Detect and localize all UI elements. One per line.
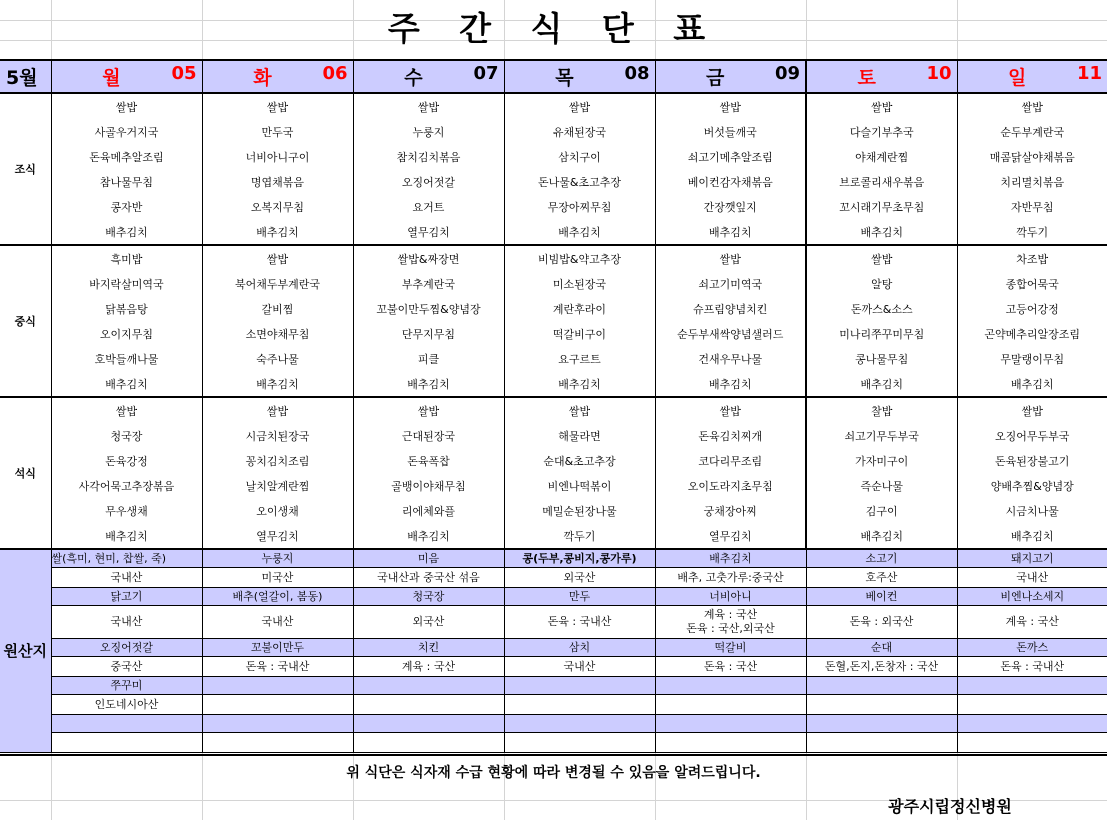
origin-source	[655, 694, 806, 714]
menu-item: 배추김치	[353, 371, 504, 397]
menu-item: 순두부계란국	[957, 119, 1107, 144]
origin-row	[0, 549, 1107, 567]
menu-item: 오이도라지초무침	[655, 473, 806, 498]
menu-item: 비빔밥&약고추장	[504, 245, 655, 271]
origin-item: 콩(두부,콩비지,콩가루)	[504, 549, 655, 567]
origin-source: 계육 : 국산	[353, 656, 504, 676]
menu-item: 돈육김치찌개	[655, 423, 806, 448]
menu-item: 쌀밥	[806, 93, 957, 119]
menu-item: 순두부새싹양념샐러드	[655, 321, 806, 346]
menu-item: 쌀밥&짜장면	[353, 245, 504, 271]
menu-row	[0, 371, 1107, 397]
notice-text: 위 식단은 식자재 수급 현황에 따라 변경될 수 있음을 알려드립니다.	[346, 765, 761, 781]
menu-row	[0, 93, 1107, 119]
menu-item: 배추김치	[655, 219, 806, 245]
bottom-border	[0, 754, 1107, 756]
menu-item: 궁채장아찌	[655, 498, 806, 523]
menu-item: 오징어무두부국	[957, 423, 1107, 448]
day-name: 금	[706, 67, 725, 89]
menu-item: 쌀밥	[202, 397, 353, 423]
day-name: 일	[1008, 67, 1027, 89]
menu-item: 피클	[353, 346, 504, 371]
day-name: 토	[857, 67, 876, 89]
origin-item: 돼지고기	[957, 549, 1107, 567]
origin-row	[0, 714, 1107, 732]
menu-item: 유채된장국	[504, 119, 655, 144]
origin-item: 만두	[504, 587, 655, 605]
menu-item: 바지락살미역국	[51, 271, 202, 296]
menu-item: 호박들깨나물	[51, 346, 202, 371]
menu-item: 베이컨감자채볶음	[655, 169, 806, 194]
menu-item: 배추김치	[957, 523, 1107, 549]
origin-item: 돈까스	[957, 638, 1107, 656]
menu-item: 쌀밥	[655, 245, 806, 271]
origin-item: 순대	[806, 638, 957, 656]
origin-row	[0, 694, 1107, 714]
origin-source	[957, 694, 1107, 714]
menu-item: 쌀밥	[353, 93, 504, 119]
menu-item: 사골우거지국	[51, 119, 202, 144]
menu-item: 참치김치볶음	[353, 144, 504, 169]
origin-row	[0, 605, 1107, 638]
menu-item: 고등어강정	[957, 296, 1107, 321]
day-header	[51, 60, 202, 93]
origin-item: 누룽지	[202, 549, 353, 567]
origin-source	[655, 732, 806, 752]
origin-item	[51, 714, 202, 732]
origin-row	[0, 587, 1107, 605]
menu-item: 코다리무조림	[655, 448, 806, 473]
origin-source: 배추, 고춧가루:중국산	[655, 567, 806, 587]
origin-row	[0, 676, 1107, 694]
menu-item: 가자미구이	[806, 448, 957, 473]
origin-item	[353, 676, 504, 694]
menu-item: 날치알계란찜	[202, 473, 353, 498]
menu-item: 미소된장국	[504, 271, 655, 296]
menu-item: 골뱅이야채무침	[353, 473, 504, 498]
menu-item: 만두국	[202, 119, 353, 144]
origin-source: 국내산	[202, 605, 353, 638]
menu-item: 곤약메추리알장조림	[957, 321, 1107, 346]
meal-label: 석식	[0, 397, 51, 549]
menu-item: 배추김치	[504, 219, 655, 245]
menu-item: 근대된장국	[353, 423, 504, 448]
menu-item: 알탕	[806, 271, 957, 296]
origin-item: 꼬불이만두	[202, 638, 353, 656]
weekly-menu-table	[0, 59, 1107, 753]
menu-item: 떡갈비구이	[504, 321, 655, 346]
menu-item: 시금치된장국	[202, 423, 353, 448]
menu-row	[0, 473, 1107, 498]
menu-item: 즉순나물	[806, 473, 957, 498]
origin-source: 국내산	[504, 656, 655, 676]
menu-row	[0, 448, 1107, 473]
origin-item: 미음	[353, 549, 504, 567]
menu-item: 배추김치	[51, 523, 202, 549]
origin-source: 인도네시아산	[51, 694, 202, 714]
menu-row	[0, 169, 1107, 194]
menu-item: 다슬기부추국	[806, 119, 957, 144]
menu-item: 무장아찌무침	[504, 194, 655, 219]
day-header	[957, 60, 1107, 93]
origin-source	[202, 694, 353, 714]
menu-item: 열무김치	[655, 523, 806, 549]
origin-source	[806, 732, 957, 752]
menu-row	[0, 346, 1107, 371]
origin-item	[806, 714, 957, 732]
menu-item: 배추김치	[504, 371, 655, 397]
menu-item: 쌀밥	[957, 397, 1107, 423]
menu-item: 배추김치	[51, 219, 202, 245]
day-number: 10	[926, 63, 952, 84]
origin-item	[202, 714, 353, 732]
menu-item: 깍두기	[957, 219, 1107, 245]
menu-row	[0, 397, 1107, 423]
menu-item: 배추김치	[202, 371, 353, 397]
hospital-name: 광주시립정신병원	[888, 797, 1012, 816]
menu-item: 오이지무침	[51, 321, 202, 346]
menu-item: 브로콜리새우볶음	[806, 169, 957, 194]
origin-item: 치킨	[353, 638, 504, 656]
menu-item: 너비아니구이	[202, 144, 353, 169]
origin-item: 청국장	[353, 587, 504, 605]
menu-item: 배추김치	[655, 371, 806, 397]
menu-item: 쌀밥	[504, 397, 655, 423]
menu-item: 오복지무침	[202, 194, 353, 219]
origin-item: 너비아니	[655, 587, 806, 605]
origin-source: 계육 : 국산	[957, 605, 1107, 638]
origin-item: 배추김치	[655, 549, 806, 567]
origin-item: 베이컨	[806, 587, 957, 605]
origin-source: 국내산	[957, 567, 1107, 587]
menu-row	[0, 321, 1107, 346]
menu-item: 콩자반	[51, 194, 202, 219]
origin-item	[202, 676, 353, 694]
origin-source: 국내산	[51, 605, 202, 638]
origin-item	[957, 676, 1107, 694]
menu-item: 돈육강정	[51, 448, 202, 473]
origin-source: 돈육 : 국내산	[957, 656, 1107, 676]
menu-item: 요구르트	[504, 346, 655, 371]
origin-item	[504, 676, 655, 694]
menu-row	[0, 498, 1107, 523]
menu-item: 꽁치김치조림	[202, 448, 353, 473]
origin-source: 미국산	[202, 567, 353, 587]
origin-item: 삼치	[504, 638, 655, 656]
menu-item: 메밀순된장나물	[504, 498, 655, 523]
menu-item: 배추김치	[957, 371, 1107, 397]
menu-item: 흑미밥	[51, 245, 202, 271]
menu-row	[0, 219, 1107, 245]
meal-label: 중식	[0, 245, 51, 397]
origin-source: 돈육 : 외국산	[806, 605, 957, 638]
menu-item: 꼬불이만두찜&양념장	[353, 296, 504, 321]
origin-item: 쌀(흑미, 현미, 찹쌀, 죽)	[51, 549, 202, 567]
menu-item: 소면야채무침	[202, 321, 353, 346]
menu-item: 자반무침	[957, 194, 1107, 219]
menu-item: 종합어묵국	[957, 271, 1107, 296]
menu-item: 미나리쭈꾸미무침	[806, 321, 957, 346]
menu-item: 야채계란찜	[806, 144, 957, 169]
menu-item: 쇠고기미역국	[655, 271, 806, 296]
menu-item: 쌀밥	[504, 93, 655, 119]
menu-item: 찰밥	[806, 397, 957, 423]
day-header	[202, 60, 353, 93]
menu-item: 배추김치	[202, 219, 353, 245]
menu-item: 리에체와플	[353, 498, 504, 523]
menu-item: 돈육메추알조림	[51, 144, 202, 169]
origin-source: 국내산	[51, 567, 202, 587]
menu-row	[0, 271, 1107, 296]
menu-item: 돈육된장불고기	[957, 448, 1107, 473]
menu-row	[0, 423, 1107, 448]
day-header-row	[0, 60, 1107, 93]
origin-item: 쭈꾸미	[51, 676, 202, 694]
day-number: 07	[473, 63, 499, 84]
menu-item: 단무지무침	[353, 321, 504, 346]
menu-item: 비엔나떡볶이	[504, 473, 655, 498]
origin-source: 외국산	[353, 605, 504, 638]
menu-item: 양배추찜&양념장	[957, 473, 1107, 498]
origin-source: 돈육 : 국내산	[504, 605, 655, 638]
origin-source: 국내산과 중국산 섞음	[353, 567, 504, 587]
menu-item: 청국장	[51, 423, 202, 448]
origin-row	[0, 732, 1107, 752]
origin-source	[202, 732, 353, 752]
page-title: 주 간 식 단 표	[387, 9, 720, 48]
origin-row	[0, 638, 1107, 656]
menu-row	[0, 194, 1107, 219]
menu-item: 열무김치	[202, 523, 353, 549]
origin-item: 비엔나소세지	[957, 587, 1107, 605]
origin-label: 원산지	[0, 549, 51, 752]
meal-label: 조식	[0, 93, 51, 245]
origin-source: 계육 : 국산 돈육 : 국산,외국산	[655, 605, 806, 638]
menu-item: 쌀밥	[202, 245, 353, 271]
menu-item: 콩나물무침	[806, 346, 957, 371]
menu-item: 계란후라이	[504, 296, 655, 321]
menu-item: 배추김치	[806, 371, 957, 397]
menu-item: 부추계란국	[353, 271, 504, 296]
menu-item: 배추김치	[806, 219, 957, 245]
origin-item	[806, 676, 957, 694]
origin-source: 중국산	[51, 656, 202, 676]
menu-item: 쌀밥	[957, 93, 1107, 119]
menu-item: 참나물무침	[51, 169, 202, 194]
menu-item: 돈까스&소스	[806, 296, 957, 321]
menu-item: 누룽지	[353, 119, 504, 144]
origin-source	[353, 694, 504, 714]
menu-item: 쇠고기메추알조림	[655, 144, 806, 169]
menu-item: 쇠고기무두부국	[806, 423, 957, 448]
origin-item	[957, 714, 1107, 732]
menu-item: 닭볶음탕	[51, 296, 202, 321]
menu-item: 해물라면	[504, 423, 655, 448]
day-name: 화	[253, 67, 272, 89]
menu-item: 북어채두부계란국	[202, 271, 353, 296]
menu-item: 꼬시래기무초무침	[806, 194, 957, 219]
menu-item: 배추김치	[806, 523, 957, 549]
menu-item: 김구이	[806, 498, 957, 523]
month-label: 5월	[0, 60, 51, 93]
day-number: 09	[774, 63, 800, 84]
origin-source	[504, 732, 655, 752]
day-name: 목	[555, 67, 574, 89]
menu-item: 명엽채볶음	[202, 169, 353, 194]
menu-item: 배추김치	[353, 523, 504, 549]
origin-row	[0, 656, 1107, 676]
origin-source: 호주산	[806, 567, 957, 587]
day-number: 06	[322, 63, 348, 84]
origin-source	[806, 694, 957, 714]
origin-source: 돈혈,돈지,돈창자 : 국산	[806, 656, 957, 676]
menu-row	[0, 296, 1107, 321]
origin-item	[353, 714, 504, 732]
menu-row	[0, 523, 1107, 549]
menu-row	[0, 119, 1107, 144]
origin-row	[0, 567, 1107, 587]
day-header	[655, 60, 806, 93]
origin-item: 오징어젓갈	[51, 638, 202, 656]
menu-item: 깍두기	[504, 523, 655, 549]
menu-item: 무말랭이무침	[957, 346, 1107, 371]
menu-item: 열무김치	[353, 219, 504, 245]
menu-item: 버섯들깨국	[655, 119, 806, 144]
origin-source	[504, 694, 655, 714]
menu-item: 쌀밥	[51, 397, 202, 423]
origin-item	[504, 714, 655, 732]
menu-item: 돈나물&초고추장	[504, 169, 655, 194]
menu-item: 순대&초고추장	[504, 448, 655, 473]
menu-item: 쌀밥	[806, 245, 957, 271]
menu-item: 삼치구이	[504, 144, 655, 169]
menu-item: 숙주나물	[202, 346, 353, 371]
menu-item: 시금치나물	[957, 498, 1107, 523]
menu-item: 쌀밥	[51, 93, 202, 119]
day-header	[353, 60, 504, 93]
origin-source: 돈육 : 국산	[655, 656, 806, 676]
origin-source	[51, 732, 202, 752]
origin-source	[957, 732, 1107, 752]
origin-source	[353, 732, 504, 752]
menu-item: 무우생채	[51, 498, 202, 523]
menu-item: 요거트	[353, 194, 504, 219]
day-name: 월	[102, 67, 121, 89]
menu-item: 쌀밥	[655, 397, 806, 423]
origin-item	[655, 676, 806, 694]
day-number: 08	[624, 63, 650, 84]
menu-item: 간장깻잎지	[655, 194, 806, 219]
day-header	[504, 60, 655, 93]
menu-item: 차조밥	[957, 245, 1107, 271]
origin-source: 외국산	[504, 567, 655, 587]
menu-item: 쌀밥	[655, 93, 806, 119]
menu-item: 돈육폭찹	[353, 448, 504, 473]
menu-item: 쌀밥	[353, 397, 504, 423]
menu-item: 쌀밥	[202, 93, 353, 119]
origin-item: 소고기	[806, 549, 957, 567]
origin-source: 돈육 : 국내산	[202, 656, 353, 676]
menu-item: 사각어묵고추장볶음	[51, 473, 202, 498]
menu-item: 갈비찜	[202, 296, 353, 321]
menu-row	[0, 245, 1107, 271]
menu-item: 슈프림양념치킨	[655, 296, 806, 321]
day-number: 05	[171, 63, 197, 84]
menu-row	[0, 144, 1107, 169]
menu-item: 오징어젓갈	[353, 169, 504, 194]
menu-item: 건새우무나물	[655, 346, 806, 371]
menu-item: 배추김치	[51, 371, 202, 397]
origin-item	[655, 714, 806, 732]
menu-item: 치리멸치볶음	[957, 169, 1107, 194]
menu-item: 오이생채	[202, 498, 353, 523]
day-name: 수	[404, 67, 423, 89]
day-header	[806, 60, 957, 93]
menu-item: 매콤닭살야채볶음	[957, 144, 1107, 169]
day-number: 11	[1076, 63, 1102, 84]
origin-item: 닭고기	[51, 587, 202, 605]
origin-item: 떡갈비	[655, 638, 806, 656]
origin-item: 배추(얼갈이, 봄동)	[202, 587, 353, 605]
